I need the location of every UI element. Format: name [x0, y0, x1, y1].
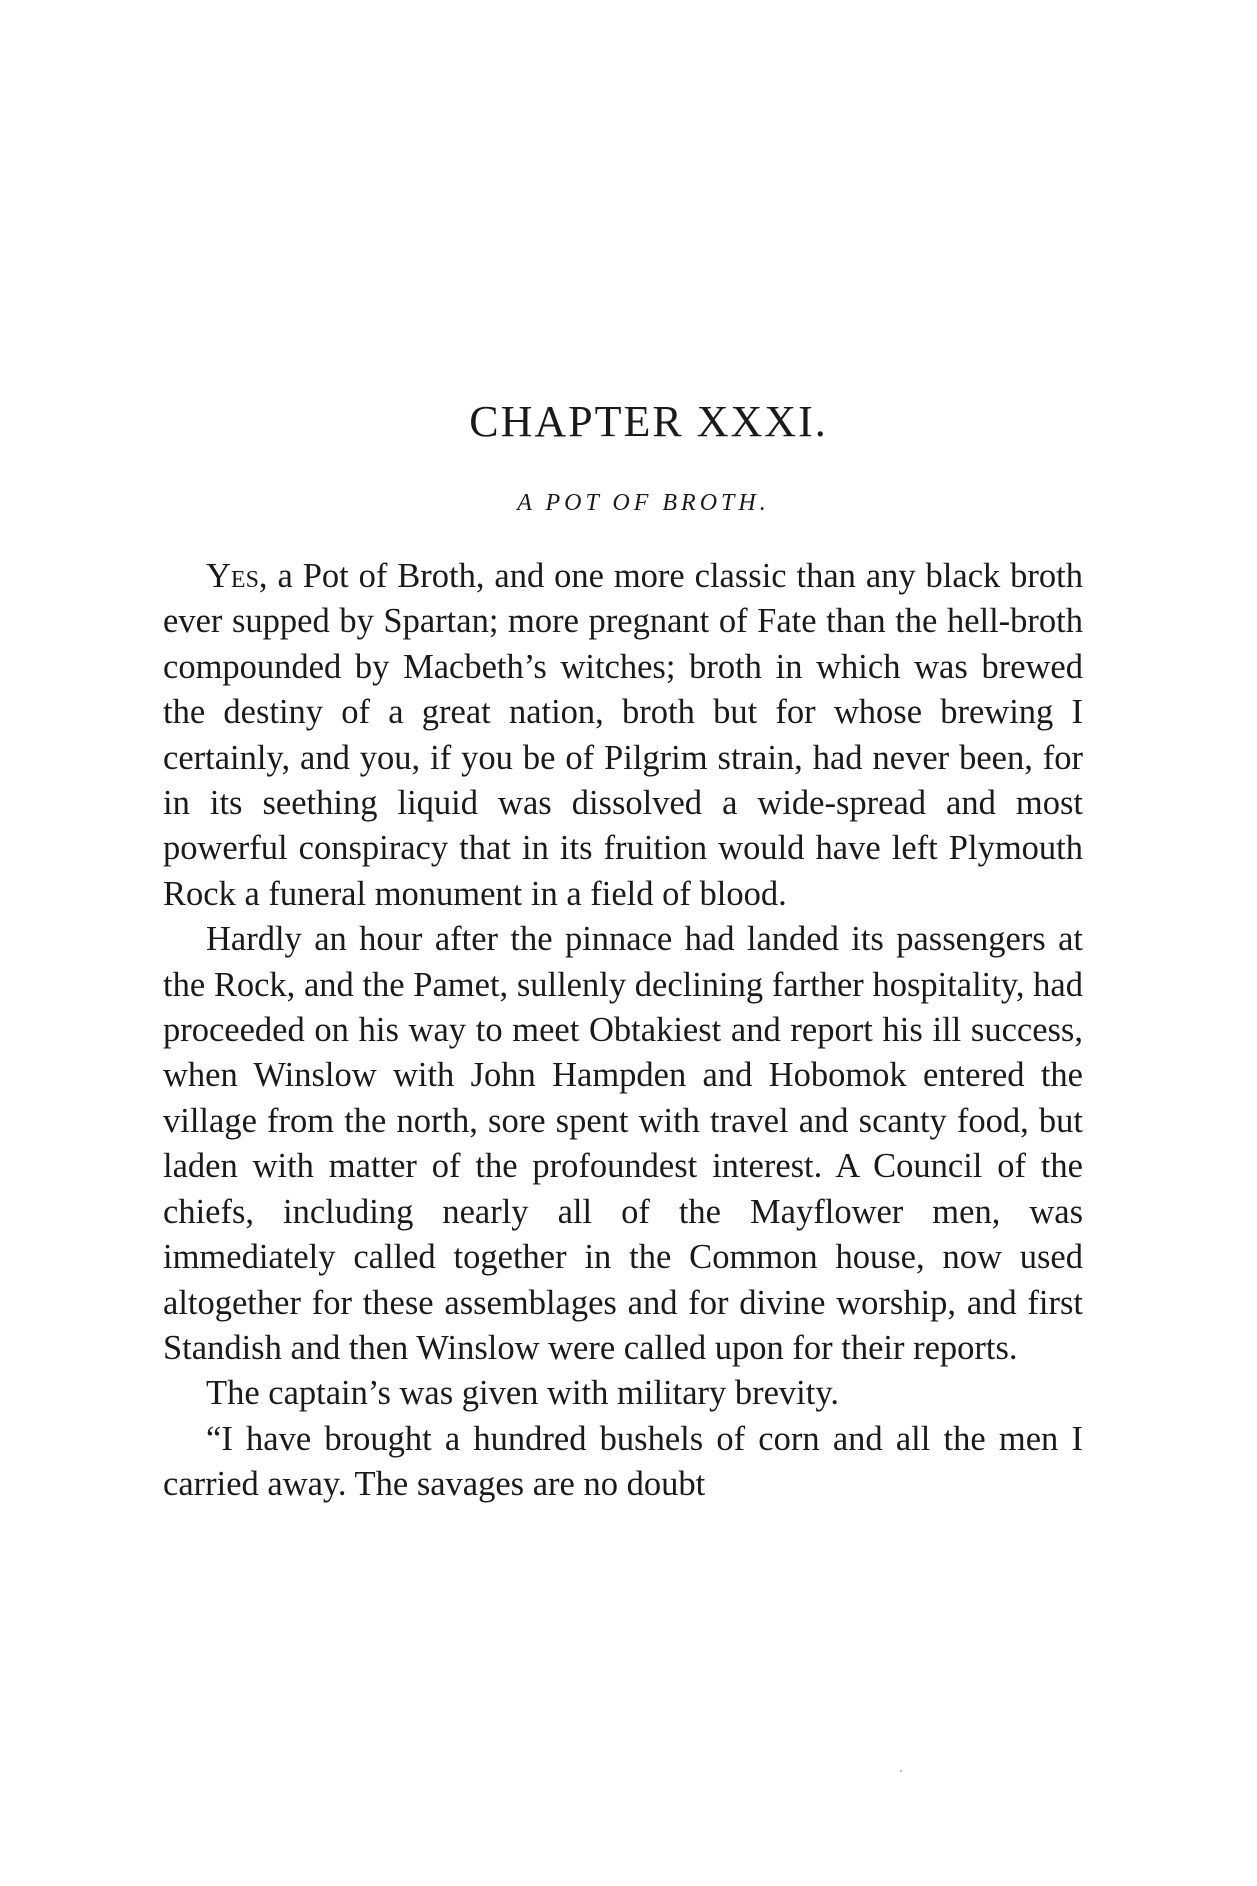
paragraph-text: “I have brought a hundred bushels of corn and all the men I carried away. The savages are no doubt [163, 1419, 1083, 1504]
chapter-title: CHAPTER XXXI. [469, 397, 828, 446]
paragraph [163, 554, 1083, 917]
body-text [163, 554, 1083, 1508]
paragraph-text: The captain’s was given with military brevity. [206, 1374, 839, 1413]
paragraph-lead-word: Yes, [206, 557, 268, 595]
chapter-subtitle: A POT OF BROTH. [517, 490, 770, 516]
paragraph-text: Hardly an hour after the pinnace had landed its passengers at the Rock, and the Pamet, sullenly declining farther hospitality, had proceeded on his way to meet Obtakiest and report his ill success, when Winslow with John Hampden and Hobomok entered the village from the north, sore spent with travel and scanty food, but laden with matter of the profoundest interest. A Council of the chiefs, including nearly all of the Mayflower men, was immediately called together in the Common house, now used altogether for these assemblages and for divine worship, and first Standish and then Winslow were called upon for their reports. [163, 920, 1083, 1367]
paragraph-text: a Pot of Broth, and one more classic than any black broth ever supped by Spartan; more pregnant of Fate than the hell-broth compounded by Macbeth’s witches; broth in which was brewed the destiny of a great nation, broth but for whose brewing I certainly, and you, if you be of Pilgrim strain, had never been, for in its seething liquid was dissolved a wide-spread and most powerful conspiracy that in its fruition would have left Plymouth Rock a funeral monument in a field of blood. [163, 557, 1083, 913]
paragraph [163, 917, 1083, 1371]
paragraph [163, 1371, 1083, 1416]
paragraph [163, 1417, 1083, 1508]
page-speck [900, 1770, 902, 1772]
